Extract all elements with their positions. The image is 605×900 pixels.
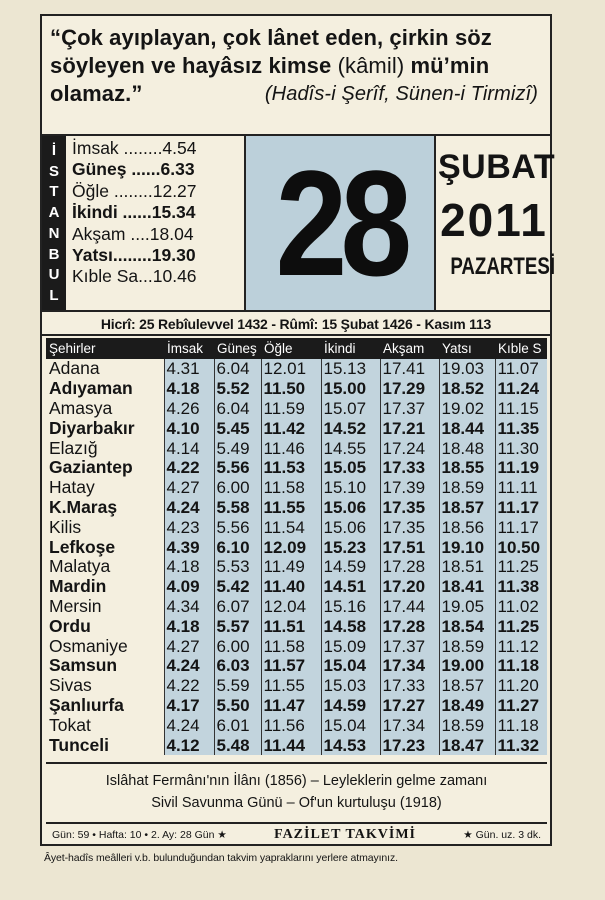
column-header: Akşam <box>380 338 439 359</box>
city-letter: T <box>49 183 59 201</box>
time-cell: 15.10 <box>321 478 380 498</box>
time-cell: 4.18 <box>164 379 214 399</box>
time-cell: 11.49 <box>261 557 321 577</box>
table-row <box>46 517 547 537</box>
footer-day-length: ★ Gün. uz. 3 dk. <box>463 829 541 841</box>
time-cell: 5.56 <box>214 517 261 537</box>
time-cell: 11.50 <box>261 379 321 399</box>
time-cell: 17.51 <box>380 537 439 557</box>
calendar-footer <box>46 826 547 844</box>
table-row <box>46 696 547 716</box>
time-cell: 14.53 <box>321 735 380 755</box>
table-row <box>46 359 547 379</box>
time-cell: 17.39 <box>380 478 439 498</box>
table-row <box>46 597 547 617</box>
time-cell: 11.24 <box>495 379 547 399</box>
day-number: 28 <box>275 139 405 307</box>
quote-source: (Hadîs-i Şerîf, Sünen-i Tirmizî) <box>264 83 538 105</box>
istanbul-prayer-times <box>72 138 242 288</box>
time-cell: 15.16 <box>321 597 380 617</box>
time-cell: 18.49 <box>439 696 495 716</box>
table-body <box>46 359 547 755</box>
time-cell: 4.22 <box>164 676 214 696</box>
time-cell: 4.27 <box>164 636 214 656</box>
time-cell: 4.10 <box>164 418 214 438</box>
city-letter: U <box>48 266 60 284</box>
time-cell: 11.20 <box>495 676 547 696</box>
time-cell: 11.40 <box>261 577 321 597</box>
time-cell: 18.54 <box>439 616 495 636</box>
time-cell: 15.07 <box>321 399 380 419</box>
time-cell: 18.52 <box>439 379 495 399</box>
time-cell: 18.55 <box>439 458 495 478</box>
time-cell: 12.04 <box>261 597 321 617</box>
time-cell: 18.57 <box>439 676 495 696</box>
column-header: Yatsı <box>439 338 495 359</box>
time-cell: 11.54 <box>261 517 321 537</box>
time-cell: 11.58 <box>261 478 321 498</box>
time-cell: 15.06 <box>321 498 380 518</box>
time-cell: 18.44 <box>439 418 495 438</box>
time-cell: 17.35 <box>380 498 439 518</box>
time-cell: 17.28 <box>380 616 439 636</box>
time-cell: 4.17 <box>164 696 214 716</box>
year: 2011 <box>440 194 548 246</box>
time-cell: 11.56 <box>261 715 321 735</box>
city-name-cell: Şanlıurfa <box>49 695 124 715</box>
table-row <box>46 458 547 478</box>
prayer-time-row: Öğle ........12.27 <box>72 180 197 201</box>
time-cell: 19.10 <box>439 537 495 557</box>
time-cell: 11.25 <box>495 616 547 636</box>
time-cell: 14.59 <box>321 557 380 577</box>
daily-header <box>42 134 556 312</box>
time-cell: 17.37 <box>380 399 439 419</box>
time-cell: 17.44 <box>380 597 439 617</box>
time-cell: 14.58 <box>321 616 380 636</box>
time-cell: 18.59 <box>439 715 495 735</box>
city-name-cell: Adana <box>49 359 100 379</box>
city-name-cell: Mersin <box>49 596 102 616</box>
time-cell: 17.28 <box>380 557 439 577</box>
prayer-time-row: Güneş ......6.33 <box>72 159 195 180</box>
event-line-1: Islâhat Fermânı'nın İlânı (1856) – Leyleklerin gelme zamanı <box>105 773 488 789</box>
time-cell: 19.03 <box>439 359 495 379</box>
time-cell: 5.58 <box>214 498 261 518</box>
time-cell: 4.27 <box>164 478 214 498</box>
time-cell: 19.05 <box>439 597 495 617</box>
time-cell: 15.04 <box>321 715 380 735</box>
time-cell: 5.49 <box>214 438 261 458</box>
time-cell: 11.55 <box>261 498 321 518</box>
time-cell: 6.00 <box>214 636 261 656</box>
time-cell: 17.21 <box>380 418 439 438</box>
time-cell: 4.24 <box>164 656 214 676</box>
column-header: Şehirler <box>46 338 164 359</box>
table-header-row <box>46 338 547 359</box>
time-cell: 11.07 <box>495 359 547 379</box>
table-row <box>46 399 547 419</box>
time-cell: 12.09 <box>261 537 321 557</box>
time-cell: 18.56 <box>439 517 495 537</box>
time-cell: 6.00 <box>214 478 261 498</box>
city-letter: S <box>48 162 59 180</box>
time-cell: 14.55 <box>321 438 380 458</box>
time-cell: 11.47 <box>261 696 321 716</box>
time-cell: 17.27 <box>380 696 439 716</box>
time-cell: 11.57 <box>261 656 321 676</box>
time-cell: 18.48 <box>439 438 495 458</box>
time-cell: 4.39 <box>164 537 214 557</box>
time-cell: 4.26 <box>164 399 214 419</box>
quote-text-plain: (kâmil) <box>337 53 405 78</box>
time-cell: 11.58 <box>261 636 321 656</box>
time-cell: 17.20 <box>380 577 439 597</box>
time-cell: 5.48 <box>214 735 261 755</box>
city-name-cell: Gaziantep <box>49 457 133 478</box>
time-cell: 4.18 <box>164 616 214 636</box>
time-cell: 18.59 <box>439 636 495 656</box>
city-name-cell: Kilis <box>49 517 82 537</box>
city-name-cell: Sivas <box>49 675 92 696</box>
time-cell: 6.01 <box>214 715 261 735</box>
time-cell: 11.59 <box>261 399 321 419</box>
time-cell: 17.41 <box>380 359 439 379</box>
day-number-box <box>244 136 436 310</box>
city-name-cell: Tokat <box>49 715 91 735</box>
table-row <box>46 537 547 557</box>
column-header: Kıble S <box>495 338 547 359</box>
time-cell: 15.09 <box>321 636 380 656</box>
time-cell: 12.01 <box>261 359 321 379</box>
month-name: ŞUBAT <box>438 148 556 186</box>
city-name-cell: Tunceli <box>49 735 109 755</box>
daily-events <box>46 762 547 824</box>
time-cell: 6.10 <box>214 537 261 557</box>
city-name-cell: Hatay <box>49 477 95 498</box>
city-name-cell: Diyarbakır <box>49 418 135 438</box>
time-cell: 18.51 <box>439 557 495 577</box>
time-cell: 4.24 <box>164 498 214 518</box>
time-cell: 15.06 <box>321 517 380 537</box>
time-cell: 15.23 <box>321 537 380 557</box>
column-header: İkindi <box>321 338 380 359</box>
date-box <box>438 136 556 310</box>
table-row <box>46 557 547 577</box>
table-row <box>46 379 547 399</box>
time-cell: 15.04 <box>321 656 380 676</box>
time-cell: 18.47 <box>439 735 495 755</box>
hicri-rumi-date-line: Hicrî: 25 Rebîulevvel 1432 - Rûmî: 15 Şubat 1426 - Kasım 113 <box>42 313 550 336</box>
time-cell: 11.30 <box>495 438 547 458</box>
table-row <box>46 656 547 676</box>
time-cell: 11.53 <box>261 458 321 478</box>
time-cell: 6.07 <box>214 597 261 617</box>
time-cell: 18.57 <box>439 498 495 518</box>
table-row <box>46 715 547 735</box>
time-cell: 17.34 <box>380 656 439 676</box>
time-cell: 14.52 <box>321 418 380 438</box>
footer-day-info: Gün: 59 • Hafta: 10 • 2. Ay: 28 Gün ★ <box>52 829 227 841</box>
city-name-cell: Malatya <box>49 556 111 577</box>
table-row <box>46 577 547 597</box>
time-cell: 11.17 <box>495 498 547 518</box>
time-cell: 15.13 <box>321 359 380 379</box>
city-name-cell: Mardin <box>49 576 107 597</box>
time-cell: 17.23 <box>380 735 439 755</box>
city-letter: B <box>48 245 60 263</box>
time-cell: 11.18 <box>495 715 547 735</box>
time-cell: 4.18 <box>164 557 214 577</box>
time-cell: 11.38 <box>495 577 547 597</box>
city-letter: N <box>48 224 60 242</box>
time-cell: 6.04 <box>214 359 261 379</box>
time-cell: 11.51 <box>261 616 321 636</box>
time-cell: 14.51 <box>321 577 380 597</box>
time-cell: 18.41 <box>439 577 495 597</box>
time-cell: 11.11 <box>495 478 547 498</box>
time-cell: 14.59 <box>321 696 380 716</box>
column-header: İmsak <box>164 338 214 359</box>
time-cell: 4.23 <box>164 517 214 537</box>
time-cell: 11.42 <box>261 418 321 438</box>
time-cell: 10.50 <box>495 537 547 557</box>
prayer-time-row: Akşam ....18.04 <box>72 223 194 244</box>
time-cell: 15.00 <box>321 379 380 399</box>
time-cell: 4.31 <box>164 359 214 379</box>
time-cell: 5.42 <box>214 577 261 597</box>
time-cell: 4.34 <box>164 597 214 617</box>
time-cell: 11.35 <box>495 418 547 438</box>
time-cell: 11.32 <box>495 735 547 755</box>
time-cell: 11.15 <box>495 399 547 419</box>
table-row <box>46 498 547 518</box>
table-row <box>46 438 547 458</box>
table-row <box>46 418 547 438</box>
time-cell: 5.57 <box>214 616 261 636</box>
city-letter: İ <box>51 141 57 159</box>
time-cell: 6.03 <box>214 656 261 676</box>
table-row <box>46 636 547 656</box>
prayer-time-row: Kıble Sa...10.46 <box>72 266 197 287</box>
quote-text-1: “Çok ayıplayan, çok lânet eden, çirkin söz söyleyen ve hayâsız kimse <box>50 25 492 78</box>
time-cell: 11.02 <box>495 597 547 617</box>
time-cell: 17.35 <box>380 517 439 537</box>
time-cell: 5.56 <box>214 458 261 478</box>
time-cell: 4.09 <box>164 577 214 597</box>
city-letter: A <box>48 204 60 222</box>
time-cell: 17.33 <box>380 676 439 696</box>
city-prayer-times-table <box>46 338 547 755</box>
time-cell: 17.33 <box>380 458 439 478</box>
time-cell: 4.22 <box>164 458 214 478</box>
hadith-quote <box>50 24 544 132</box>
table-row <box>46 676 547 696</box>
time-cell: 4.24 <box>164 715 214 735</box>
time-cell: 15.03 <box>321 676 380 696</box>
time-cell: 19.00 <box>439 656 495 676</box>
city-name-cell: Lefkoşe <box>49 537 116 557</box>
calendar-page <box>40 14 556 846</box>
time-cell: 11.44 <box>261 735 321 755</box>
time-cell: 11.18 <box>495 656 547 676</box>
time-cell: 17.29 <box>380 379 439 399</box>
time-cell: 15.05 <box>321 458 380 478</box>
time-cell: 18.59 <box>439 478 495 498</box>
city-name-cell: Ordu <box>49 616 91 636</box>
city-name-vertical <box>42 136 66 310</box>
city-name-cell: Elazığ <box>49 438 98 458</box>
time-cell: 4.14 <box>164 438 214 458</box>
time-cell: 11.19 <box>495 458 547 478</box>
time-cell: 17.24 <box>380 438 439 458</box>
column-header: Öğle <box>261 338 321 359</box>
city-name-cell: Samsun <box>49 655 118 676</box>
time-cell: 5.59 <box>214 676 261 696</box>
time-cell: 4.12 <box>164 735 214 755</box>
time-cell: 11.17 <box>495 517 547 537</box>
city-name-cell: Adıyaman <box>49 378 133 399</box>
city-name-cell: K.Maraş <box>49 497 118 517</box>
quote-text-2: mü’min olamaz.” <box>50 53 490 106</box>
table-row <box>46 478 547 498</box>
time-cell: 6.04 <box>214 399 261 419</box>
city-name-cell: Amasya <box>49 398 113 418</box>
time-cell: 5.45 <box>214 418 261 438</box>
time-cell: 11.25 <box>495 557 547 577</box>
time-cell: 17.37 <box>380 636 439 656</box>
time-cell: 11.12 <box>495 636 547 656</box>
time-cell: 5.50 <box>214 696 261 716</box>
city-letter: L <box>49 287 59 305</box>
time-cell: 19.02 <box>439 399 495 419</box>
time-cell: 5.53 <box>214 557 261 577</box>
weekday-name: PAZARTESİ <box>450 253 556 280</box>
prayer-time-row: Yatsı........19.30 <box>72 245 196 266</box>
event-line-2: Sivil Savunma Günü – Of'un kurtuluşu (1918) <box>151 795 442 811</box>
time-cell: 5.52 <box>214 379 261 399</box>
time-cell: 11.55 <box>261 676 321 696</box>
prayer-time-row: İkindi ......15.34 <box>72 202 196 223</box>
time-cell: 11.46 <box>261 438 321 458</box>
time-cell: 11.27 <box>495 696 547 716</box>
city-name-cell: Osmaniye <box>49 636 128 656</box>
column-header: Güneş <box>214 338 261 359</box>
table-row <box>46 735 547 755</box>
bottom-note: Âyet-hadîs meâlleri v.b. bulunduğundan takvim yapraklarını yerlere atmayınız. <box>44 852 398 864</box>
time-cell: 17.34 <box>380 715 439 735</box>
prayer-time-row: İmsak ........4.54 <box>72 138 197 158</box>
brand-name: FAZİLET TAKVİMİ <box>274 827 416 842</box>
table-row <box>46 616 547 636</box>
